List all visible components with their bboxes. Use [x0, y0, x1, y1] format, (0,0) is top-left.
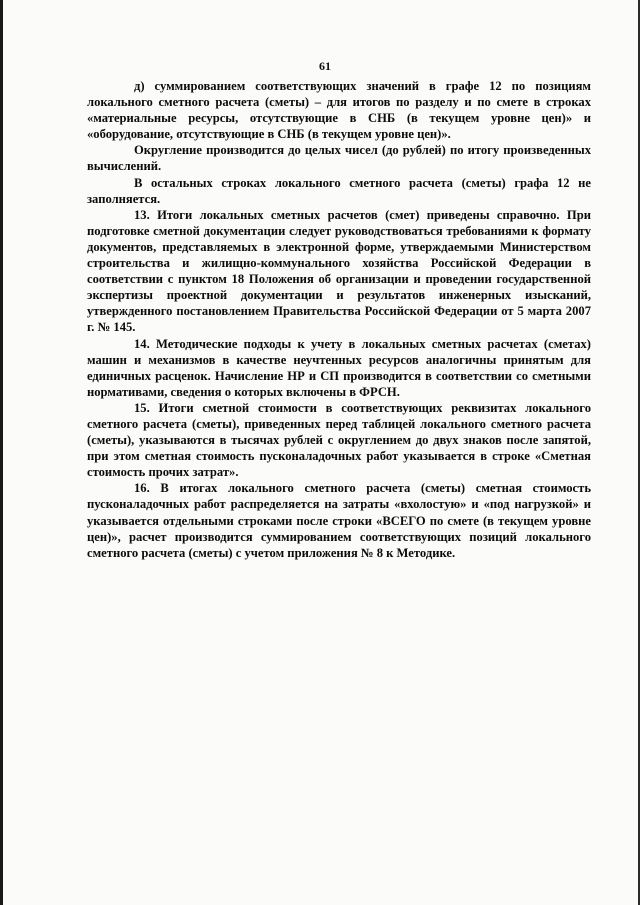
paragraph-16: 16. В итогах локального сметного расчета (сметы) сметная стоимость пусконаладочных работ распределяется на затраты «вхолостую» и «под нагрузкой» и указывается отдельными строками после строки «ВСЕГО по смете (в текущем уровне цен)», расчет производится суммированием соответствующих позиций локального сметного расчета (сметы) с учетом приложения № 8 к Методике.	[87, 481, 591, 560]
paragraph-d-summation: д) суммированием соответствующих значений в графе 12 по позициям локального сметного расчета (сметы) – для итогов по разделу и по смете в строках «материальные ресурсы, отсутствующие в СНБ (в текущем уровне цен)» и «оборудование, отсутствующие в СНБ (в текущем уровне цен)».	[87, 79, 591, 142]
paragraph-14: 14. Методические подходы к учету в локальных сметных расчетах (сметах) машин и механизмов в качестве неучтенных ресурсов аналогичны принятым для единичных расценок. Начисление НР и СП производится в соответствии со сметными нормативами, сведения о которых включены в ФРСН.	[87, 336, 591, 399]
paragraph-13: 13. Итоги локальных сметных расчетов (смет) приведены справочно. При подготовке сметной документации следует руководствоваться требованиями к формату документов, представляемых в электронной форме, утверждаемыми Министерством строительства и жилищно-коммунального хозяйства Российской Федерации в соответствии с пунктом 18 Положения об организации и проведении государственной экспертизы проектной документации и результатов инженерных изысканий, утвержденного постановлением Правительства Российской Федерации от 5 марта 2007 г. № 145.	[87, 207, 591, 335]
paragraph-15: 15. Итоги сметной стоимости в соответствующих реквизитах локального сметного расчета (сметы), приведенных перед таблицей локального сметного расчета (сметы), указываются в тысячах рублей с округлением до двух знаков после запятой, при этом сметная стоимость пусконаладочных работ указывается в строке «Сметная стоимость прочих затрат».	[87, 400, 591, 480]
page-number: 61	[319, 59, 331, 73]
paragraph-other-rows: В остальных строках локального сметного расчета (сметы) графа 12 не заполняется.	[87, 175, 591, 206]
scan-edge-left	[0, 0, 3, 905]
paragraph-rounding: Округление производится до целых чисел (до рублей) по итогу произведенных вычислений.	[87, 143, 591, 174]
document-body	[87, 78, 591, 561]
